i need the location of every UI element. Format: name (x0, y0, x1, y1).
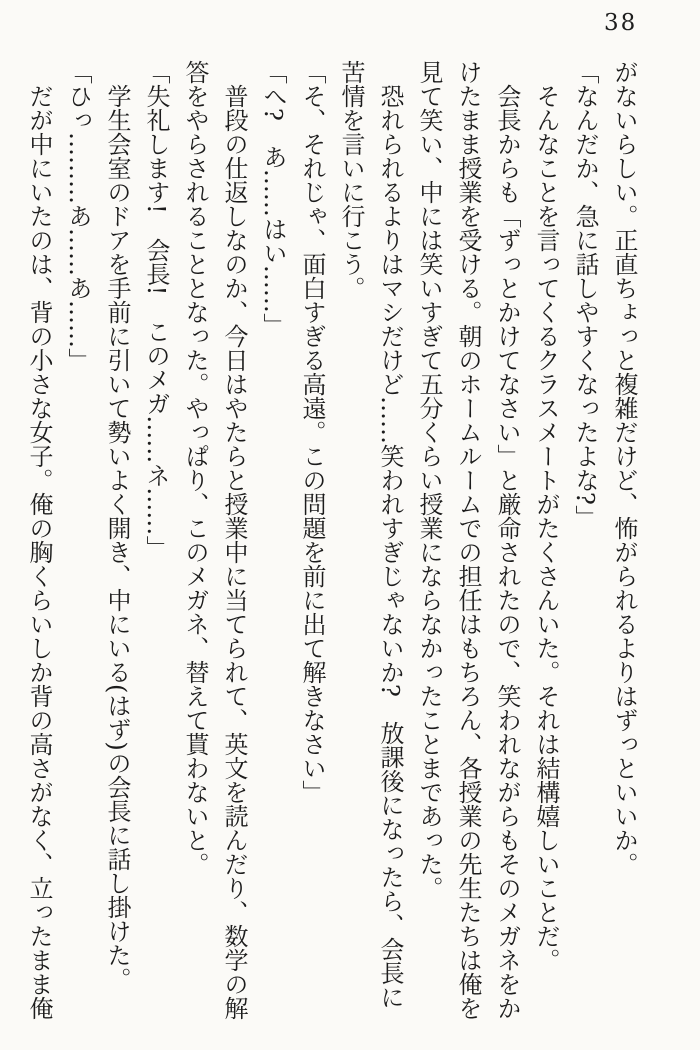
body-text (15, 60, 643, 1024)
paragraph: 恐れられるよりはマシだけど……笑われすぎじゃないか? 放課後になったら、会長に苦情を言いに行こう。 (337, 60, 404, 1009)
paragraph: だが中にいたのは、背の小さな女子。俺の胸くらいしか背の高さがなく、立ったまま俺 (25, 84, 53, 1020)
paragraph: 会長からも「ずっとかけてなさい」と厳命されたので、笑われながらもそのメガネをかけたまま授業を受ける。朝のホームルームでの担任はもちろん、各授業の先生たちは俺を見て笑い、中には笑いすぎて五分くらい授業にならなかったことまであった。 (415, 60, 521, 1020)
paragraph: 「そ、それじゃ、面白すぎる高遠。この問題を前に出て解きなさい」 (298, 60, 326, 804)
paragraph: 「へ? あ……はい……」 (259, 60, 287, 337)
paragraph: 「なんだか、急に話しやすくなったよな?」 (571, 60, 599, 529)
paragraph: がないらしい。正直ちょっと複雑だけど、怖がられるよりはずっといいか。 (610, 60, 638, 876)
paragraph: 普段の仕返しなのか、今日はやたらと授業中に当てられて、英文を読んだり、数学の解答をやらされることとなった。やっぱり、このメガネ、替えて貰わないと。 (181, 60, 248, 1020)
paragraph: 「失礼します! 会長! このメガ……ネ……」 (142, 60, 170, 560)
page-number: 38 (604, 10, 638, 36)
paragraph: 学生会室のドアを手前に引いて勢いよく開き、中にいる(はず)の会長に話し掛けた。 (103, 84, 131, 991)
paragraph: そんなことを言ってくるクラスメートがたくさんいた。それは結構嬉しいことだ。 (532, 84, 560, 972)
paragraph: 「ひっ………あ……あ……」 (64, 60, 92, 372)
